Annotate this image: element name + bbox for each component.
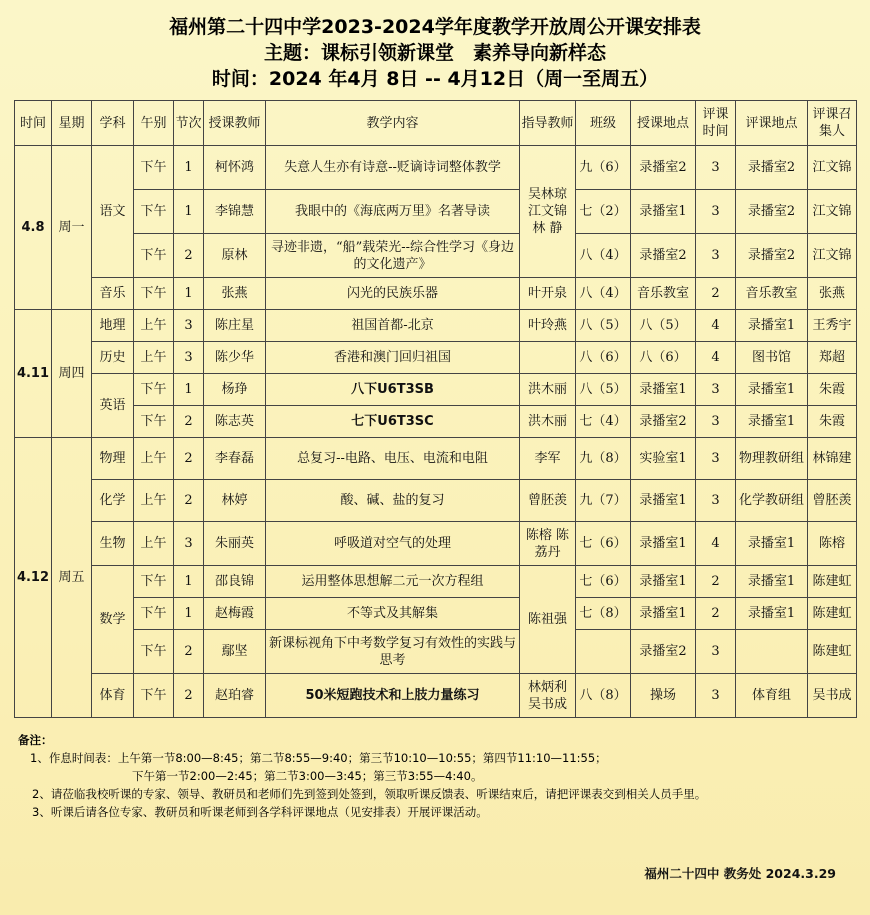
place-cell: 录播室1 <box>631 598 696 630</box>
place-cell: 录播室1 <box>631 480 696 522</box>
session-cell: 2 <box>174 630 204 674</box>
session-cell: 1 <box>174 190 204 234</box>
note-schedule-afternoon: 下午第一节2:00—2:45；第二节3:00—3:45；第三节3:55—4:40。 <box>132 769 483 783</box>
convener-cell: 朱霞 <box>808 406 857 438</box>
table-header-row <box>15 101 857 146</box>
eval-time-cell: 2 <box>696 278 736 310</box>
schedule-table <box>14 100 857 718</box>
eval-time-cell: 4 <box>696 522 736 566</box>
notes-section <box>18 731 858 821</box>
convener-cell: 张燕 <box>808 278 857 310</box>
table-row <box>15 342 857 374</box>
header-cell: 评课召集人 <box>808 101 857 146</box>
table-row <box>15 374 857 406</box>
session-cell: 3 <box>174 342 204 374</box>
convener-cell: 曾胚羡 <box>808 480 857 522</box>
header-cell: 教学内容 <box>266 101 520 146</box>
table-row <box>15 438 857 480</box>
class-cell: 八（8） <box>576 674 631 718</box>
header-cell: 评课时间 <box>696 101 736 146</box>
subject-cell: 化学 <box>92 480 134 522</box>
class-cell: 九（6） <box>576 146 631 190</box>
eval-time-cell: 3 <box>696 234 736 278</box>
class-cell: 七（6） <box>576 522 631 566</box>
eval-place-cell: 录播室1 <box>736 406 808 438</box>
subject-cell: 语文 <box>92 146 134 278</box>
session-cell: 3 <box>174 522 204 566</box>
eval-time-cell: 3 <box>696 630 736 674</box>
footer-signature: 福州二十四中 教务处 2024.3.29 <box>644 866 836 881</box>
period-cell: 上午 <box>134 522 174 566</box>
content-cell: 酸、碱、盐的复习 <box>266 480 520 522</box>
eval-time-cell: 3 <box>696 374 736 406</box>
place-cell: 录播室2 <box>631 630 696 674</box>
page-theme: 主题：课标引领新课堂 素养导向新样态 <box>263 42 606 64</box>
period-cell: 下午 <box>134 278 174 310</box>
teacher-cell: 陈志英 <box>204 406 266 438</box>
content-cell: 新课标视角下中考数学复习有效性的实践与思考 <box>266 630 520 674</box>
subject-cell: 历史 <box>92 342 134 374</box>
eval-place-cell <box>736 630 808 674</box>
class-cell: 八（5） <box>576 374 631 406</box>
period-cell: 下午 <box>134 630 174 674</box>
period-cell: 下午 <box>134 406 174 438</box>
teacher-cell: 陈庄星 <box>204 310 266 342</box>
date-cell: 4.8 <box>15 146 52 310</box>
table-row <box>15 146 857 190</box>
eval-time-cell: 2 <box>696 598 736 630</box>
date-cell: 4.11 <box>15 310 52 438</box>
eval-place-cell: 录播室1 <box>736 310 808 342</box>
eval-time-cell: 3 <box>696 674 736 718</box>
teacher-cell: 张燕 <box>204 278 266 310</box>
teacher-cell: 赵珀睿 <box>204 674 266 718</box>
guide-cell: 李军 <box>520 438 576 480</box>
teacher-cell: 林婷 <box>204 480 266 522</box>
guide-cell: 叶玲燕 <box>520 310 576 342</box>
header-cell: 时间 <box>15 101 52 146</box>
convener-cell: 林锦建 <box>808 438 857 480</box>
teacher-cell: 杨琤 <box>204 374 266 406</box>
header-cell: 指导教师 <box>520 101 576 146</box>
eval-place-cell: 音乐教室 <box>736 278 808 310</box>
session-cell: 3 <box>174 310 204 342</box>
eval-place-cell: 录播室1 <box>736 598 808 630</box>
page-time-range: 时间：2024 年4月 8日 -- 4月12日（周一至周五） <box>211 68 659 90</box>
eval-place-cell: 录播室1 <box>736 374 808 406</box>
table-row <box>15 522 857 566</box>
content-cell: 寻迹非遗，“船”载荣光--综合性学习《身边的文化遗产》 <box>266 234 520 278</box>
place-cell: 音乐教室 <box>631 278 696 310</box>
teacher-cell: 朱丽英 <box>204 522 266 566</box>
subject-cell: 数学 <box>92 566 134 674</box>
weekday-cell: 周一 <box>52 146 92 310</box>
header-cell: 星期 <box>52 101 92 146</box>
period-cell: 下午 <box>134 146 174 190</box>
class-cell: 八（4） <box>576 278 631 310</box>
guide-cell: 洪木丽 <box>520 374 576 406</box>
class-cell: 七（8） <box>576 598 631 630</box>
session-cell: 1 <box>174 374 204 406</box>
place-cell: 录播室1 <box>631 374 696 406</box>
guide-cell: 林炳利 吴书成 <box>520 674 576 718</box>
header-cell: 学科 <box>92 101 134 146</box>
period-cell: 下午 <box>134 674 174 718</box>
session-cell: 2 <box>174 480 204 522</box>
table-row <box>15 234 857 278</box>
header-cell: 授课教师 <box>204 101 266 146</box>
teacher-cell: 鄢坚 <box>204 630 266 674</box>
class-cell: 七（2） <box>576 190 631 234</box>
header-cell: 午别 <box>134 101 174 146</box>
note-evaluation: 3、听课后请各位专家、教研员和听课老师到各学科评课地点（见安排表）开展评课活动。 <box>32 805 488 819</box>
page-title: 福州第二十四中学2023-2024学年度教学开放周公开课安排表 <box>169 16 701 38</box>
content-cell: 不等式及其解集 <box>266 598 520 630</box>
eval-place-cell: 录播室1 <box>736 566 808 598</box>
session-cell: 1 <box>174 278 204 310</box>
convener-cell: 江文锦 <box>808 146 857 190</box>
subject-cell: 音乐 <box>92 278 134 310</box>
content-cell: 呼吸道对空气的处理 <box>266 522 520 566</box>
place-cell: 录播室2 <box>631 406 696 438</box>
weekday-cell: 周五 <box>52 438 92 718</box>
table-row <box>15 480 857 522</box>
guide-cell: 陈祖强 <box>520 566 576 674</box>
session-cell: 2 <box>174 438 204 480</box>
period-cell: 下午 <box>134 374 174 406</box>
session-cell: 2 <box>174 234 204 278</box>
note-sign-in: 2、请莅临我校听课的专家、领导、教研员和老师们先到签到处签到，领取听课反馈表、听课结束后，请把评课表交到相关人员手里。 <box>32 787 707 801</box>
period-cell: 上午 <box>134 342 174 374</box>
convener-cell: 江文锦 <box>808 190 857 234</box>
table-row <box>15 598 857 630</box>
convener-cell: 陈建虹 <box>808 630 857 674</box>
table-row <box>15 566 857 598</box>
convener-cell: 吴书成 <box>808 674 857 718</box>
eval-time-cell: 2 <box>696 566 736 598</box>
eval-time-cell: 4 <box>696 342 736 374</box>
header-cell: 评课地点 <box>736 101 808 146</box>
table-row <box>15 278 857 310</box>
header-cell: 班级 <box>576 101 631 146</box>
eval-place-cell: 录播室2 <box>736 146 808 190</box>
date-cell: 4.12 <box>15 438 52 718</box>
content-cell: 七下U6T3SC <box>266 406 520 438</box>
teacher-cell: 陈少华 <box>204 342 266 374</box>
session-cell: 1 <box>174 566 204 598</box>
subject-cell: 地理 <box>92 310 134 342</box>
session-cell: 1 <box>174 598 204 630</box>
convener-cell: 朱霞 <box>808 374 857 406</box>
convener-cell: 王秀宇 <box>808 310 857 342</box>
eval-time-cell: 3 <box>696 146 736 190</box>
table-row <box>15 406 857 438</box>
header-cell: 授课地点 <box>631 101 696 146</box>
class-cell <box>576 630 631 674</box>
content-cell: 八下U6T3SB <box>266 374 520 406</box>
content-cell: 闪光的民族乐器 <box>266 278 520 310</box>
period-cell: 下午 <box>134 190 174 234</box>
header-cell: 节次 <box>174 101 204 146</box>
eval-time-cell: 3 <box>696 480 736 522</box>
class-cell: 七（6） <box>576 566 631 598</box>
guide-cell: 陈榕 陈荔丹 <box>520 522 576 566</box>
content-cell: 总复习--电路、电压、电流和电阻 <box>266 438 520 480</box>
class-cell: 九（8） <box>576 438 631 480</box>
eval-place-cell: 录播室1 <box>736 522 808 566</box>
place-cell: 录播室2 <box>631 234 696 278</box>
place-cell: 操场 <box>631 674 696 718</box>
place-cell: 八（6） <box>631 342 696 374</box>
eval-time-cell: 3 <box>696 438 736 480</box>
class-cell: 九（7） <box>576 480 631 522</box>
subject-cell: 体育 <box>92 674 134 718</box>
guide-cell <box>520 342 576 374</box>
subject-cell: 物理 <box>92 438 134 480</box>
eval-time-cell: 3 <box>696 406 736 438</box>
content-cell: 失意人生亦有诗意--贬谪诗词整体教学 <box>266 146 520 190</box>
eval-place-cell: 体育组 <box>736 674 808 718</box>
subject-cell: 英语 <box>92 374 134 438</box>
table-row <box>15 190 857 234</box>
eval-place-cell: 物理教研组 <box>736 438 808 480</box>
class-cell: 八（5） <box>576 310 631 342</box>
title-block <box>0 0 870 92</box>
session-cell: 2 <box>174 674 204 718</box>
content-cell: 祖国首都-北京 <box>266 310 520 342</box>
place-cell: 八（5） <box>631 310 696 342</box>
teacher-cell: 李锦慧 <box>204 190 266 234</box>
eval-time-cell: 3 <box>696 190 736 234</box>
eval-time-cell: 4 <box>696 310 736 342</box>
period-cell: 上午 <box>134 480 174 522</box>
teacher-cell: 柯怀鸿 <box>204 146 266 190</box>
note-schedule: 1、作息时间表：上午第一节8:00—8:45；第二节8:55—9:40；第三节10:10—10:55；第四节11:10—11:55； <box>30 751 607 765</box>
convener-cell: 陈建虹 <box>808 566 857 598</box>
guide-cell: 洪木丽 <box>520 406 576 438</box>
teacher-cell: 李春磊 <box>204 438 266 480</box>
eval-place-cell: 图书馆 <box>736 342 808 374</box>
eval-place-cell: 录播室2 <box>736 234 808 278</box>
class-cell: 八（6） <box>576 342 631 374</box>
class-cell: 八（4） <box>576 234 631 278</box>
period-cell: 下午 <box>134 234 174 278</box>
class-cell: 七（4） <box>576 406 631 438</box>
convener-cell: 郑超 <box>808 342 857 374</box>
period-cell: 上午 <box>134 438 174 480</box>
place-cell: 录播室1 <box>631 522 696 566</box>
period-cell: 下午 <box>134 566 174 598</box>
content-cell: 50米短跑技术和上肢力量练习 <box>266 674 520 718</box>
place-cell: 录播室2 <box>631 146 696 190</box>
session-cell: 2 <box>174 406 204 438</box>
place-cell: 实验室1 <box>631 438 696 480</box>
session-cell: 1 <box>174 146 204 190</box>
table-row <box>15 310 857 342</box>
content-cell: 运用整体思想解二元一次方程组 <box>266 566 520 598</box>
teacher-cell: 赵梅霞 <box>204 598 266 630</box>
content-cell: 香港和澳门回归祖国 <box>266 342 520 374</box>
subject-cell: 生物 <box>92 522 134 566</box>
convener-cell: 陈建虹 <box>808 598 857 630</box>
period-cell: 上午 <box>134 310 174 342</box>
notes-heading: 备注： <box>18 733 53 747</box>
weekday-cell: 周四 <box>52 310 92 438</box>
eval-place-cell: 录播室2 <box>736 190 808 234</box>
guide-cell: 吴林琼 江文锦 林 静 <box>520 146 576 278</box>
place-cell: 录播室1 <box>631 566 696 598</box>
content-cell: 我眼中的《海底两万里》名著导读 <box>266 190 520 234</box>
guide-cell: 曾胚羡 <box>520 480 576 522</box>
convener-cell: 陈榕 <box>808 522 857 566</box>
period-cell: 下午 <box>134 598 174 630</box>
table-row <box>15 674 857 718</box>
teacher-cell: 邵良锦 <box>204 566 266 598</box>
guide-cell: 叶开泉 <box>520 278 576 310</box>
table-row <box>15 630 857 674</box>
teacher-cell: 原林 <box>204 234 266 278</box>
place-cell: 录播室1 <box>631 190 696 234</box>
convener-cell: 江文锦 <box>808 234 857 278</box>
eval-place-cell: 化学教研组 <box>736 480 808 522</box>
